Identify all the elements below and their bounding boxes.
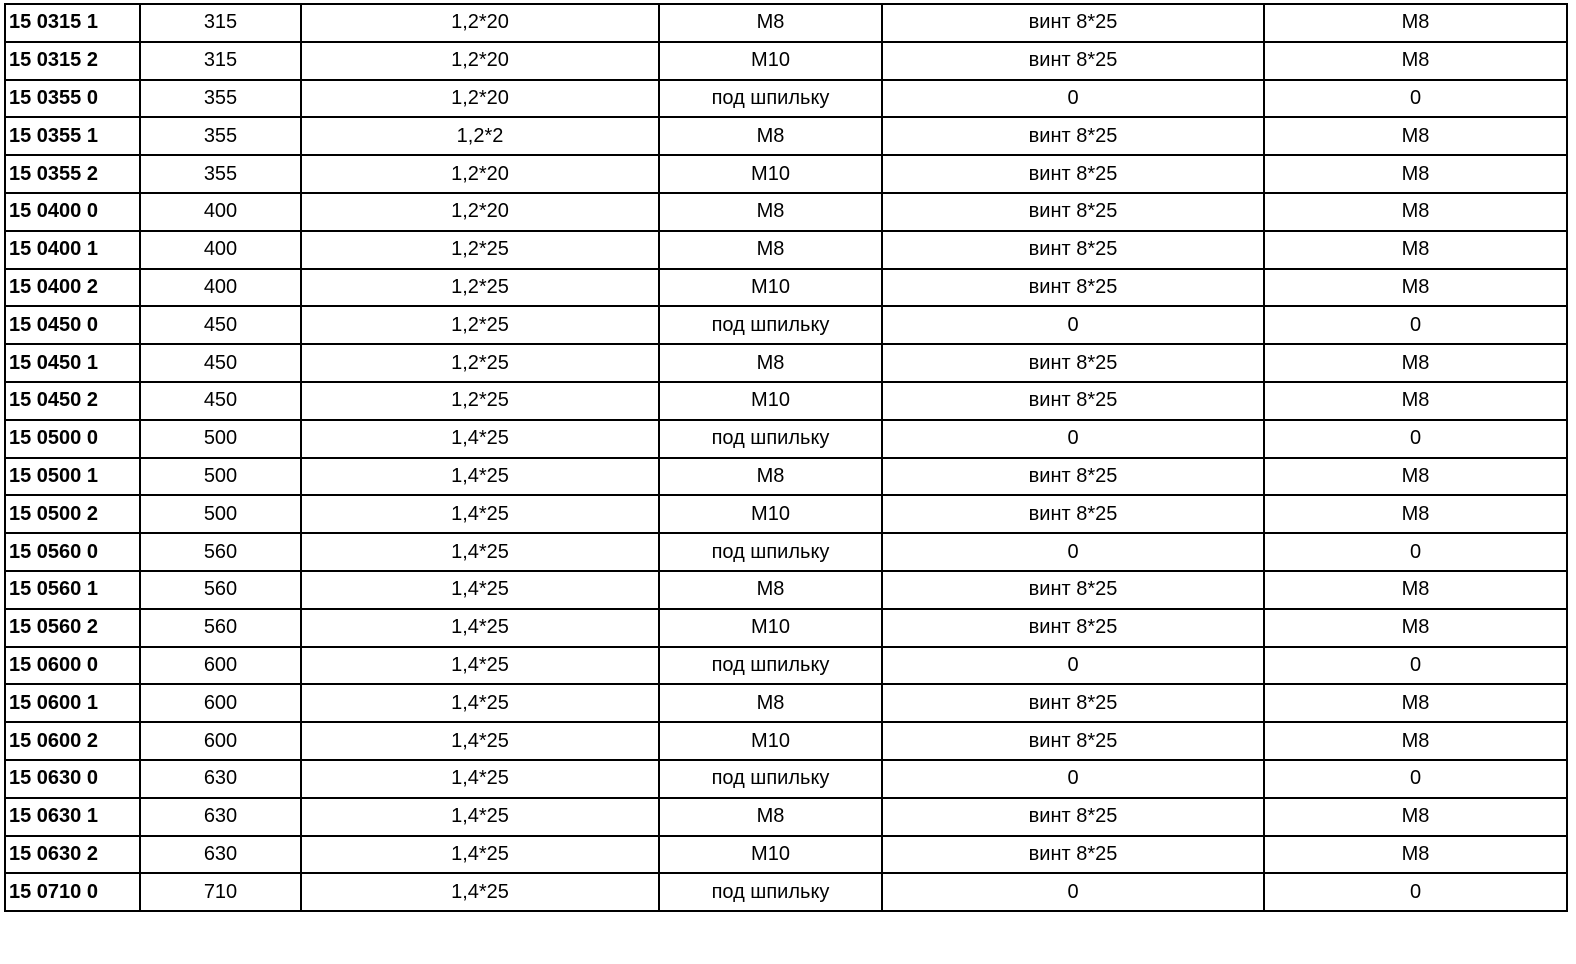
size-cell: 710: [140, 873, 301, 911]
thread-cell: M8: [1264, 382, 1567, 420]
code-cell: 15 0315 2: [5, 42, 140, 80]
screw-cell: винт 8*25: [882, 42, 1264, 80]
table-row: [5, 684, 1567, 722]
table-row: [5, 193, 1567, 231]
code-cell: 15 0630 2: [5, 836, 140, 874]
table-row: [5, 533, 1567, 571]
size-cell: 630: [140, 798, 301, 836]
table-row: [5, 458, 1567, 496]
screw-cell: 0: [882, 760, 1264, 798]
code-cell: 15 0560 1: [5, 571, 140, 609]
code-cell: 15 0600 0: [5, 647, 140, 685]
fastener-cell: M8: [659, 4, 882, 42]
thread-cell: M8: [1264, 117, 1567, 155]
screw-cell: винт 8*25: [882, 231, 1264, 269]
table-row: [5, 344, 1567, 382]
table-row: [5, 495, 1567, 533]
thread-cell: M8: [1264, 836, 1567, 874]
size-cell: 355: [140, 155, 301, 193]
size-cell: 315: [140, 42, 301, 80]
size-cell: 600: [140, 722, 301, 760]
table-row: [5, 836, 1567, 874]
screw-cell: винт 8*25: [882, 382, 1264, 420]
size-cell: 450: [140, 306, 301, 344]
thread-cell: 0: [1264, 533, 1567, 571]
thickness-cell: 1,2*20: [301, 42, 659, 80]
screw-cell: 0: [882, 420, 1264, 458]
size-cell: 630: [140, 760, 301, 798]
screw-cell: винт 8*25: [882, 269, 1264, 307]
fastener-cell: M8: [659, 344, 882, 382]
screw-cell: винт 8*25: [882, 684, 1264, 722]
code-cell: 15 0630 1: [5, 798, 140, 836]
fastener-cell: M8: [659, 684, 882, 722]
table-row: [5, 647, 1567, 685]
fastener-cell: под шпильку: [659, 420, 882, 458]
thread-cell: M8: [1264, 42, 1567, 80]
screw-cell: 0: [882, 306, 1264, 344]
fastener-cell: M10: [659, 609, 882, 647]
screw-cell: 0: [882, 647, 1264, 685]
thickness-cell: 1,2*20: [301, 193, 659, 231]
fastener-cell: M10: [659, 155, 882, 193]
screw-cell: винт 8*25: [882, 798, 1264, 836]
size-cell: 600: [140, 684, 301, 722]
thread-cell: M8: [1264, 193, 1567, 231]
fastener-cell: M10: [659, 722, 882, 760]
thread-cell: M8: [1264, 269, 1567, 307]
thread-cell: M8: [1264, 722, 1567, 760]
thread-cell: 0: [1264, 306, 1567, 344]
table-row: [5, 609, 1567, 647]
code-cell: 15 0450 0: [5, 306, 140, 344]
screw-cell: винт 8*25: [882, 155, 1264, 193]
code-cell: 15 0400 2: [5, 269, 140, 307]
screw-cell: 0: [882, 80, 1264, 118]
size-cell: 355: [140, 117, 301, 155]
size-cell: 400: [140, 231, 301, 269]
size-cell: 560: [140, 533, 301, 571]
size-cell: 500: [140, 495, 301, 533]
thickness-cell: 1,2*25: [301, 382, 659, 420]
code-cell: 15 0355 2: [5, 155, 140, 193]
size-cell: 450: [140, 344, 301, 382]
code-cell: 15 0500 0: [5, 420, 140, 458]
fastener-cell: M10: [659, 269, 882, 307]
fastener-cell: под шпильку: [659, 873, 882, 911]
fastener-cell: под шпильку: [659, 533, 882, 571]
fastener-cell: M8: [659, 458, 882, 496]
thickness-cell: 1,2*25: [301, 231, 659, 269]
thread-cell: M8: [1264, 344, 1567, 382]
table-row: [5, 269, 1567, 307]
thickness-cell: 1,4*25: [301, 722, 659, 760]
thickness-cell: 1,4*25: [301, 609, 659, 647]
thickness-cell: 1,2*20: [301, 155, 659, 193]
code-cell: 15 0355 1: [5, 117, 140, 155]
thickness-cell: 1,2*25: [301, 344, 659, 382]
thread-cell: 0: [1264, 80, 1567, 118]
screw-cell: винт 8*25: [882, 609, 1264, 647]
code-cell: 15 0560 2: [5, 609, 140, 647]
data-table: [4, 3, 1568, 912]
table-row: [5, 760, 1567, 798]
table-row: [5, 231, 1567, 269]
thickness-cell: 1,4*25: [301, 420, 659, 458]
thickness-cell: 1,4*25: [301, 836, 659, 874]
screw-cell: 0: [882, 873, 1264, 911]
fastener-cell: M10: [659, 42, 882, 80]
screw-cell: винт 8*25: [882, 117, 1264, 155]
table-row: [5, 571, 1567, 609]
code-cell: 15 0315 1: [5, 4, 140, 42]
size-cell: 355: [140, 80, 301, 118]
table-row: [5, 722, 1567, 760]
fastener-cell: M10: [659, 836, 882, 874]
fastener-cell: под шпильку: [659, 647, 882, 685]
table-row: [5, 798, 1567, 836]
thickness-cell: 1,4*25: [301, 684, 659, 722]
table-body: [5, 4, 1567, 911]
fastener-cell: M10: [659, 495, 882, 533]
size-cell: 400: [140, 193, 301, 231]
code-cell: 15 0630 0: [5, 760, 140, 798]
thickness-cell: 1,4*25: [301, 533, 659, 571]
thickness-cell: 1,4*25: [301, 571, 659, 609]
thread-cell: M8: [1264, 458, 1567, 496]
screw-cell: 0: [882, 533, 1264, 571]
thread-cell: 0: [1264, 760, 1567, 798]
table-row: [5, 306, 1567, 344]
thickness-cell: 1,2*20: [301, 4, 659, 42]
size-cell: 500: [140, 420, 301, 458]
size-cell: 400: [140, 269, 301, 307]
table-row: [5, 873, 1567, 911]
thickness-cell: 1,2*20: [301, 80, 659, 118]
size-cell: 500: [140, 458, 301, 496]
thread-cell: M8: [1264, 495, 1567, 533]
code-cell: 15 0400 1: [5, 231, 140, 269]
size-cell: 630: [140, 836, 301, 874]
thread-cell: M8: [1264, 155, 1567, 193]
screw-cell: винт 8*25: [882, 193, 1264, 231]
code-cell: 15 0710 0: [5, 873, 140, 911]
screw-cell: винт 8*25: [882, 571, 1264, 609]
table-row: [5, 420, 1567, 458]
screw-cell: винт 8*25: [882, 722, 1264, 760]
screw-cell: винт 8*25: [882, 458, 1264, 496]
code-cell: 15 0450 1: [5, 344, 140, 382]
thread-cell: M8: [1264, 231, 1567, 269]
fastener-cell: M8: [659, 117, 882, 155]
thread-cell: M8: [1264, 798, 1567, 836]
thread-cell: 0: [1264, 420, 1567, 458]
fastener-cell: M8: [659, 571, 882, 609]
screw-cell: винт 8*25: [882, 495, 1264, 533]
thickness-cell: 1,4*25: [301, 495, 659, 533]
code-cell: 15 0560 0: [5, 533, 140, 571]
thread-cell: M8: [1264, 609, 1567, 647]
code-cell: 15 0600 1: [5, 684, 140, 722]
size-cell: 450: [140, 382, 301, 420]
screw-cell: винт 8*25: [882, 4, 1264, 42]
fastener-cell: под шпильку: [659, 80, 882, 118]
code-cell: 15 0600 2: [5, 722, 140, 760]
thickness-cell: 1,4*25: [301, 798, 659, 836]
thread-cell: M8: [1264, 571, 1567, 609]
thread-cell: 0: [1264, 647, 1567, 685]
table-row: [5, 117, 1567, 155]
spreadsheet: [4, 3, 1568, 912]
thickness-cell: 1,4*25: [301, 647, 659, 685]
thread-cell: M8: [1264, 684, 1567, 722]
size-cell: 315: [140, 4, 301, 42]
size-cell: 560: [140, 609, 301, 647]
table-row: [5, 382, 1567, 420]
thickness-cell: 1,4*25: [301, 760, 659, 798]
code-cell: 15 0500 1: [5, 458, 140, 496]
code-cell: 15 0400 0: [5, 193, 140, 231]
code-cell: 15 0500 2: [5, 495, 140, 533]
thickness-cell: 1,2*2: [301, 117, 659, 155]
fastener-cell: M8: [659, 193, 882, 231]
thickness-cell: 1,4*25: [301, 873, 659, 911]
fastener-cell: под шпильку: [659, 760, 882, 798]
screw-cell: винт 8*25: [882, 344, 1264, 382]
thickness-cell: 1,2*25: [301, 306, 659, 344]
size-cell: 600: [140, 647, 301, 685]
size-cell: 560: [140, 571, 301, 609]
fastener-cell: M10: [659, 382, 882, 420]
table-row: [5, 155, 1567, 193]
thread-cell: M8: [1264, 4, 1567, 42]
table-row: [5, 4, 1567, 42]
table-row: [5, 42, 1567, 80]
screw-cell: винт 8*25: [882, 836, 1264, 874]
fastener-cell: M8: [659, 798, 882, 836]
code-cell: 15 0450 2: [5, 382, 140, 420]
fastener-cell: M8: [659, 231, 882, 269]
thickness-cell: 1,4*25: [301, 458, 659, 496]
code-cell: 15 0355 0: [5, 80, 140, 118]
thickness-cell: 1,2*25: [301, 269, 659, 307]
table-row: [5, 80, 1567, 118]
thread-cell: 0: [1264, 873, 1567, 911]
fastener-cell: под шпильку: [659, 306, 882, 344]
